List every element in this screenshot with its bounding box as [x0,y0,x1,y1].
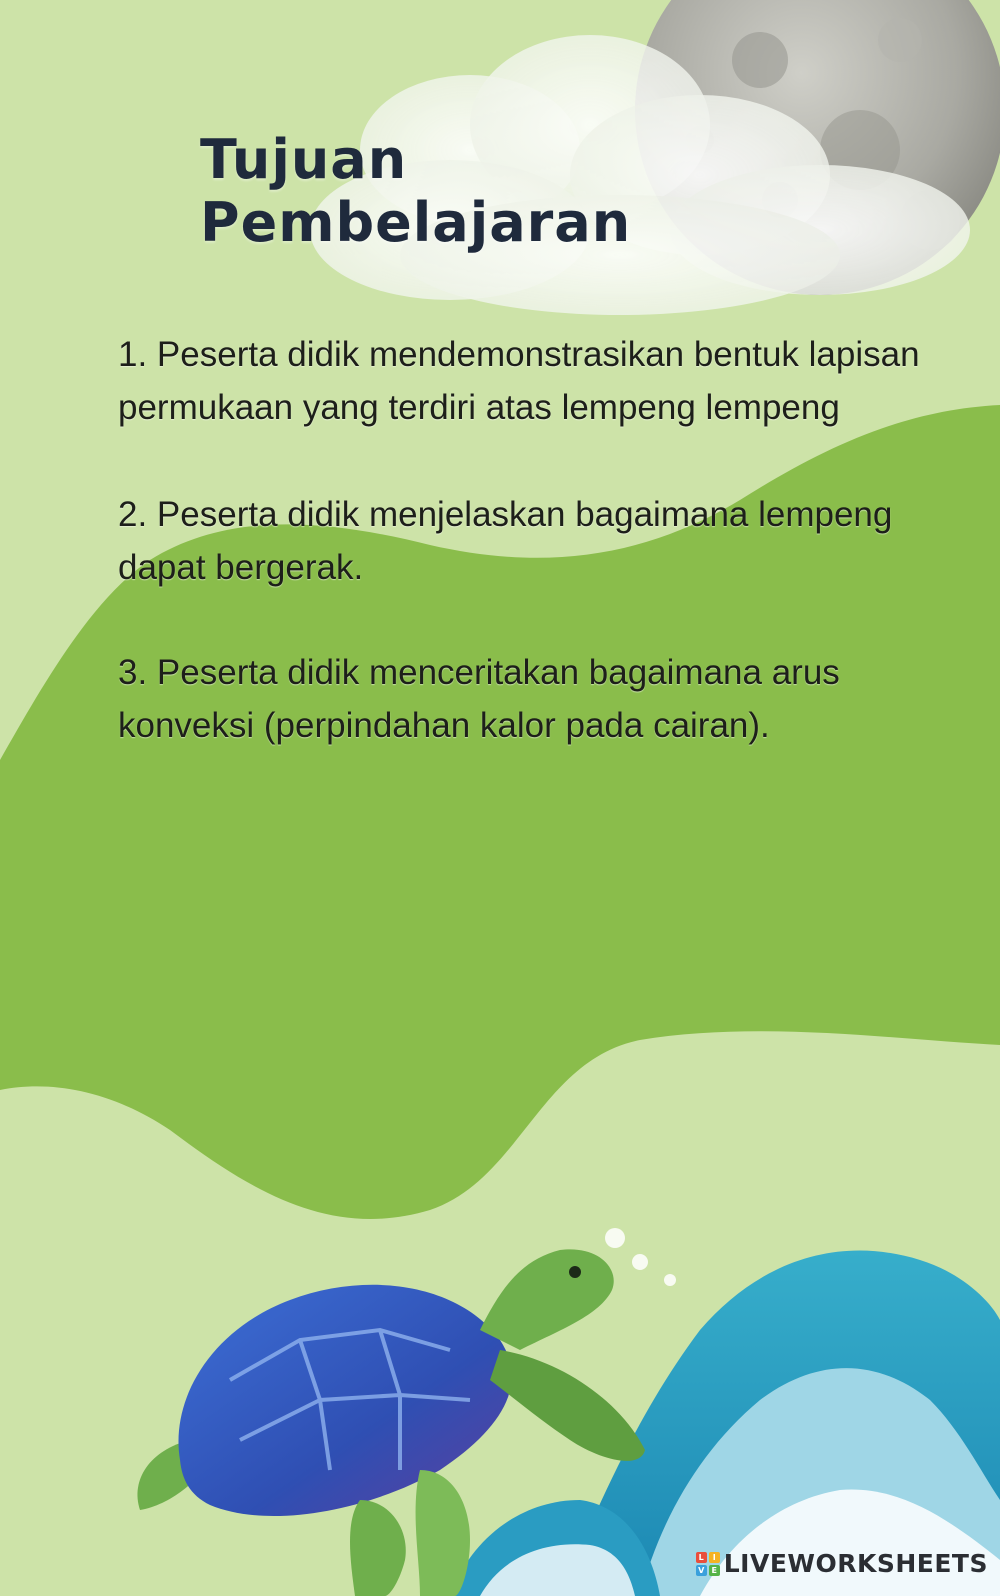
page-title: Tujuan Pembelajaran [200,128,632,254]
watermark-text: LIVEWORKSHEETS [723,1549,988,1578]
objective-2: 2. Peserta didik menjelaskan bagaimana lempeng dapat bergerak. [118,495,893,587]
objective-3: 3. Peserta didik menceritakan bagaimana arus konveksi (perpindahan kalor pada cairan). [118,653,840,745]
liveworksheets-logo-icon: L I V E [696,1552,720,1576]
liveworksheets-watermark [696,1549,988,1578]
objective-1: 1. Peserta didik mendemonstrasikan bentuk lapisan permukaan yang terdiri atas lempeng lempeng [118,335,920,427]
learning-objectives-list [118,328,938,806]
